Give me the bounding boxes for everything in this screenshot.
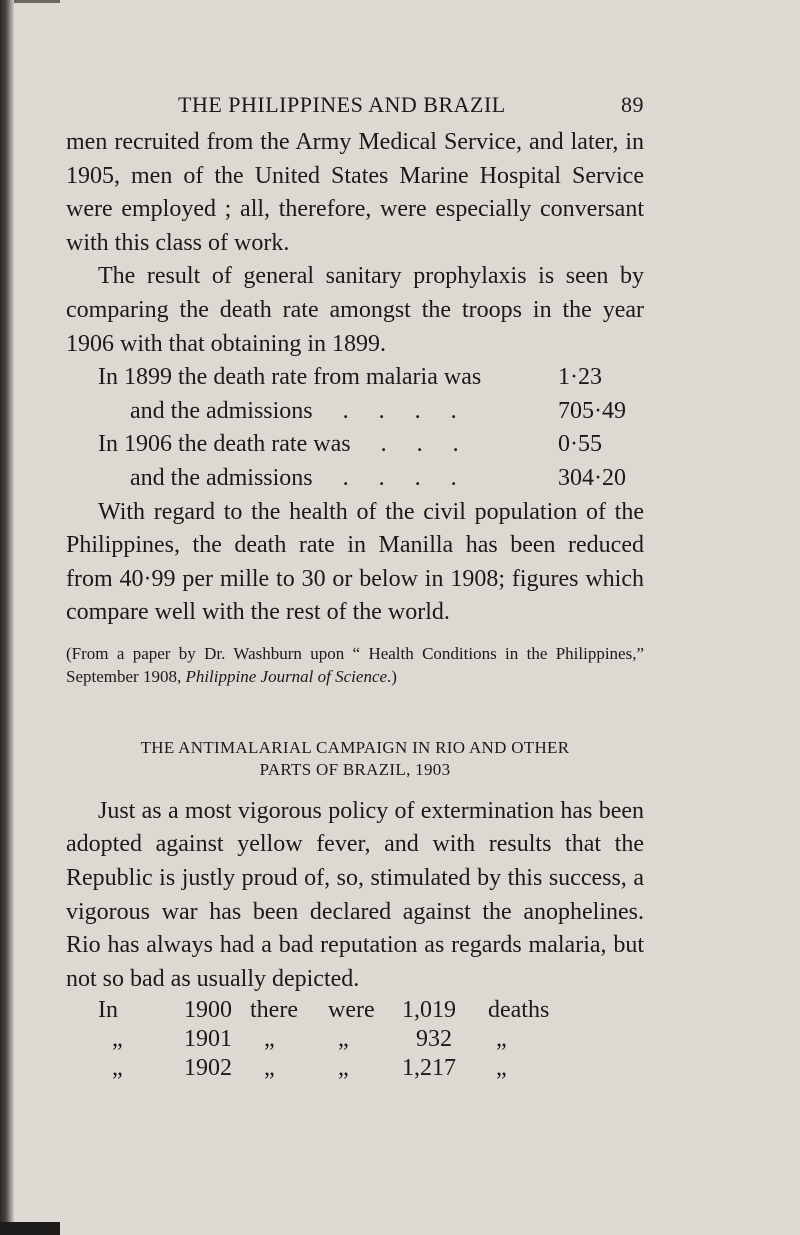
deaths-count: 932 — [416, 1026, 452, 1053]
section-body — [66, 795, 644, 997]
source-note — [66, 642, 644, 689]
paragraph-prophylaxis: The result of general sanitary prophylaxis is seen by comparing the death rate amongst the troops in the year 1906 with that obtaining in 1899. — [66, 263, 644, 357]
stat-value: 304·20 — [558, 464, 626, 491]
deaths-cell: In — [98, 997, 118, 1024]
stat-label: and the admissions . . . . — [130, 464, 457, 491]
deaths-table — [66, 996, 644, 1083]
stat-value: 0·55 — [558, 431, 602, 458]
paragraph-antimalarial: Just as a most vigorous policy of extermination has been adopted against yellow fever, and with results that the Republic is justly proud of, so, stimulated by this success, a vigorous war has been declared against the anophelines. Rio has always had a bad reputation as regards malaria, but not so bad as usually depicted. — [66, 797, 644, 992]
stat-label: and the admissions . . . . — [130, 397, 457, 424]
running-head-title: THE PHILIPPINES AND BRAZIL — [178, 92, 506, 117]
deaths-count: 1,019 — [402, 997, 456, 1024]
body-text-civil — [66, 496, 644, 630]
death-rate-statistics — [66, 361, 644, 495]
deaths-row — [66, 1025, 644, 1054]
stat-value: 1·23 — [558, 364, 602, 391]
page-number: 89 — [621, 92, 644, 117]
deaths-cell: „ — [264, 1055, 275, 1082]
stat-row — [66, 428, 644, 462]
deaths-cell: deaths — [488, 997, 550, 1024]
deaths-cell: „ — [112, 1026, 123, 1053]
source-note-text: (From a paper by Dr. Washburn upon “ Health Conditions in the Philippines,” September 1908, Philippine Journal of Science.) — [66, 643, 644, 687]
stat-value: 705·49 — [558, 397, 626, 424]
deaths-cell: „ — [496, 1055, 507, 1082]
deaths-cell: „ — [496, 1026, 507, 1053]
paragraph-civil-population: With regard to the health of the civil population of the Philippines, the death rate in Manilla has been reduced from 40·99 per mille to 30 or below in 1908; figures which compare well with the rest of the world. — [66, 498, 644, 626]
stat-row — [66, 462, 644, 496]
deaths-count: 1,217 — [402, 1055, 456, 1082]
bottom-edge — [0, 1222, 60, 1235]
book-page — [66, 92, 644, 1083]
paragraph-recruitment: men recruited from the Army Medical Service, and later, in 1905, men of the United States Marine Hospital Service were employed ; all, therefore, were especially conversant with this class of work. — [66, 129, 644, 256]
deaths-cell: „ — [112, 1055, 123, 1082]
stat-label: In 1906 the death rate was . . . — [98, 431, 459, 458]
deaths-cell: „ — [264, 1026, 275, 1053]
stat-label: In 1899 the death rate from malaria was — [98, 364, 482, 391]
stat-row — [66, 395, 644, 429]
deaths-row — [66, 996, 644, 1025]
body-text — [66, 126, 644, 361]
deaths-cell: were — [328, 997, 375, 1024]
deaths-cell: „ — [338, 1026, 349, 1053]
section-title-line: THE ANTIMALARIAL CAMPAIGN IN RIO AND OTHER — [140, 737, 570, 757]
deaths-year: 1900 — [184, 997, 232, 1024]
deaths-year: 1901 — [184, 1026, 232, 1053]
running-head — [66, 92, 644, 126]
section-title — [66, 737, 644, 781]
deaths-cell: „ — [338, 1055, 349, 1082]
deaths-row — [66, 1054, 644, 1083]
section-title-line: PARTS OF BRAZIL, 1903 — [259, 759, 451, 779]
deaths-year: 1902 — [184, 1055, 232, 1082]
book-binding-edge — [0, 0, 14, 1235]
stat-row — [66, 361, 644, 395]
deaths-cell: there — [250, 997, 298, 1024]
